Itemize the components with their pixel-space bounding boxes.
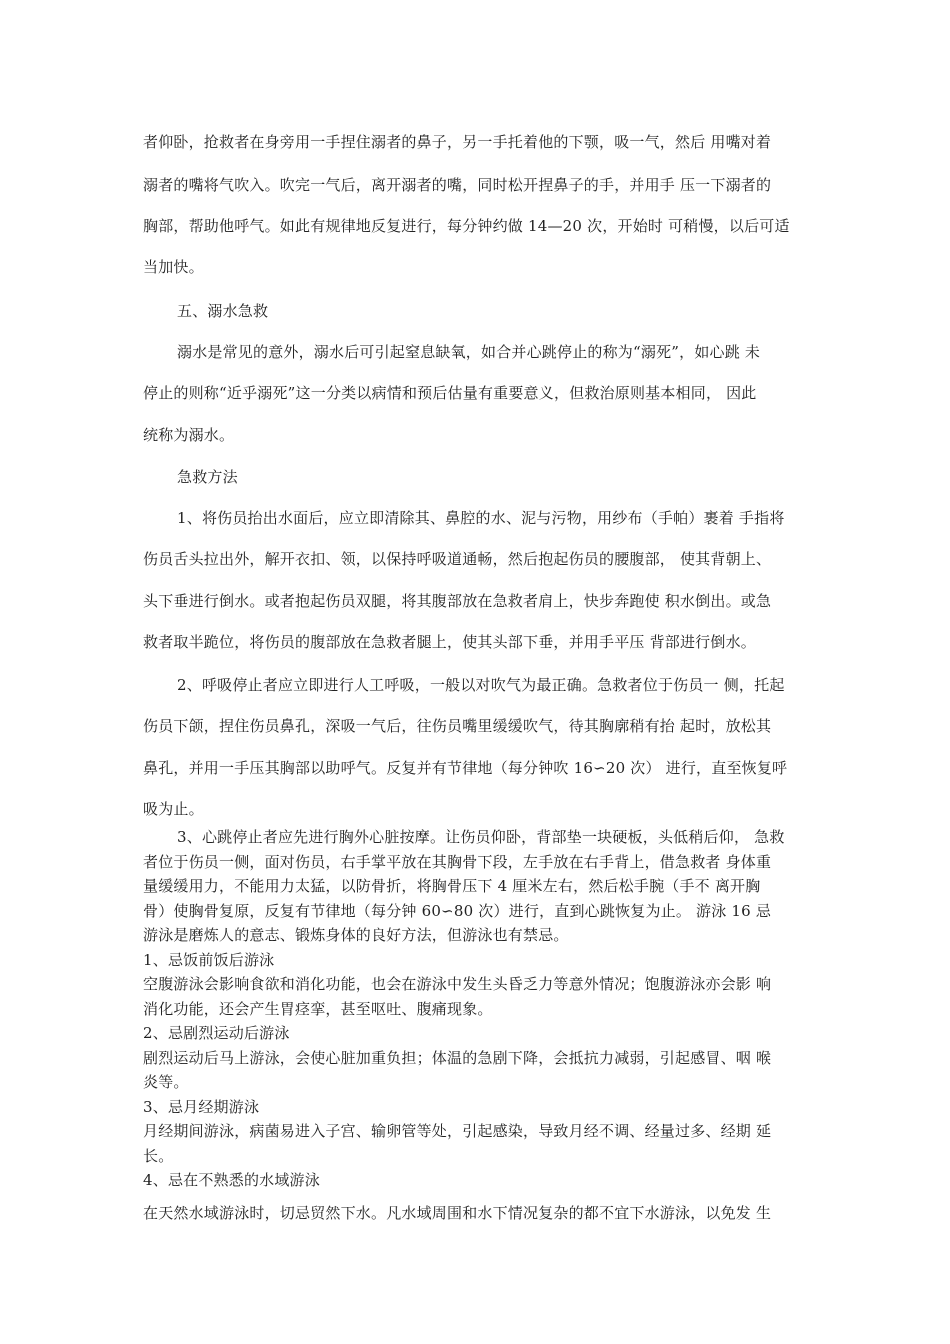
paragraph-line: 长。 xyxy=(143,1147,174,1165)
paragraph-line: 1、将伤员抬出水面后，应立即清除其、鼻腔的水、泥与污物，用纱布（手帕）裹着 手指将 xyxy=(177,509,785,527)
paragraph-line: 救者取半跪位，将伤员的腹部放在急救者腿上，使其头部下垂，并用手平压 背部进行倒水。 xyxy=(143,633,756,651)
paragraph-line: 溺者的嘴将气吹入。吹完一气后，离开溺者的嘴，同时松开捏鼻子的手，并用手 压一下溺者的 xyxy=(143,176,772,194)
paragraph-line: 伤员下颌，捏住伤员鼻孔，深吸一气后，往伤员嘴里缓缓吹气，待其胸廓稍有抬 起时，放松其 xyxy=(143,717,772,735)
paragraph-line: 炎等。 xyxy=(143,1073,189,1091)
paragraph-line: 伤员舌头拉出外，解开衣扣、领，以保持呼吸道通畅，然后抱起伤员的腰腹部， 使其背朝上、 xyxy=(143,550,772,568)
paragraph-line: 消化功能，还会产生胃痉挛，甚至呕吐、腹痛现象。 xyxy=(143,1000,493,1018)
subheading: 急救方法 xyxy=(177,468,238,486)
paragraph-line: 量缓缓用力，不能用力太猛，以防骨折，将胸骨压下 4 厘米左右，然后松手腕（手不 离开胸 xyxy=(143,877,761,895)
paragraph-line: 剧烈运动后马上游泳，会使心脏加重负担；体温的急剧下降，会抵抗力减弱，引起感冒、咽 喉 xyxy=(143,1049,772,1067)
paragraph-line: 胸部，帮助他呼气。如此有规律地反复进行，每分钟约做 14—20 次，开始时 可稍慢，以后可适 xyxy=(143,217,790,235)
paragraph-line: 月经期间游泳，病菌易进入子宫、输卵管等处，引起感染，导致月经不调、经量过多、经期 延 xyxy=(143,1122,772,1140)
list-heading: 1、忌饭前饭后游泳 xyxy=(143,951,275,969)
paragraph-line: 在天然水域游泳时，切忌贸然下水。凡水域周围和水下情况复杂的都不宜下水游泳，以免发 生 xyxy=(143,1204,772,1222)
list-heading: 4、忌在不熟悉的水域游泳 xyxy=(143,1171,320,1189)
paragraph-line: 3、心跳停止者应先进行胸外心脏按摩。让伤员仰卧，背部垫一块硬板，头低稍后仰， 急救 xyxy=(177,828,785,846)
paragraph-line: 吸为止。 xyxy=(143,800,204,818)
section-heading: 五、溺水急救 xyxy=(177,302,269,320)
paragraph-line: 骨）使胸骨复原，反复有节律地（每分钟 60∽80 次）进行，直到心跳恢复为止。 游泳 16 忌 xyxy=(143,902,772,920)
paragraph-line: 当加快。 xyxy=(143,258,204,276)
paragraph-line: 溺水是常见的意外，溺水后可引起窒息缺氧，如合并心跳停止的称为“溺死”，如心跳 未 xyxy=(177,343,761,361)
paragraph-line: 2、呼吸停止者应立即进行人工呼吸，一般以对吹气为最正确。急救者位于伤员一 侧，托起 xyxy=(177,676,785,694)
paragraph-line: 者仰卧，抢救者在身旁用一手捏住溺者的鼻子，另一手托着他的下颚，吸一气，然后 用嘴对着 xyxy=(143,133,772,151)
paragraph-line: 游泳是磨炼人的意志、锻炼身体的良好方法，但游泳也有禁忌。 xyxy=(143,926,569,944)
paragraph-line: 统称为溺水。 xyxy=(143,426,235,444)
paragraph-line: 者位于伤员一侧，面对伤员，右手掌平放在其胸骨下段，左手放在右手背上，借急救者 身体重 xyxy=(143,853,772,871)
paragraph-line: 停止的则称“近乎溺死”这一分类以病情和预后估量有重要意义，但救治原则基本相同， 因此 xyxy=(143,384,757,402)
list-heading: 3、忌月经期游泳 xyxy=(143,1098,260,1116)
list-heading: 2、忌剧烈运动后游泳 xyxy=(143,1024,290,1042)
paragraph-line: 鼻孔，并用一手压其胸部以助呼气。反复并有节律地（每分钟吹 16∽20 次） 进行，直至恢复呼 xyxy=(143,759,788,777)
paragraph-line: 空腹游泳会影响食欲和消化功能，也会在游泳中发生头昏乏力等意外情况；饱腹游泳亦会影 响 xyxy=(143,975,772,993)
paragraph-line: 头下垂进行倒水。或者抱起伤员双腿，将其腹部放在急救者肩上，快步奔跑使 积水倒出。或急 xyxy=(143,592,772,610)
